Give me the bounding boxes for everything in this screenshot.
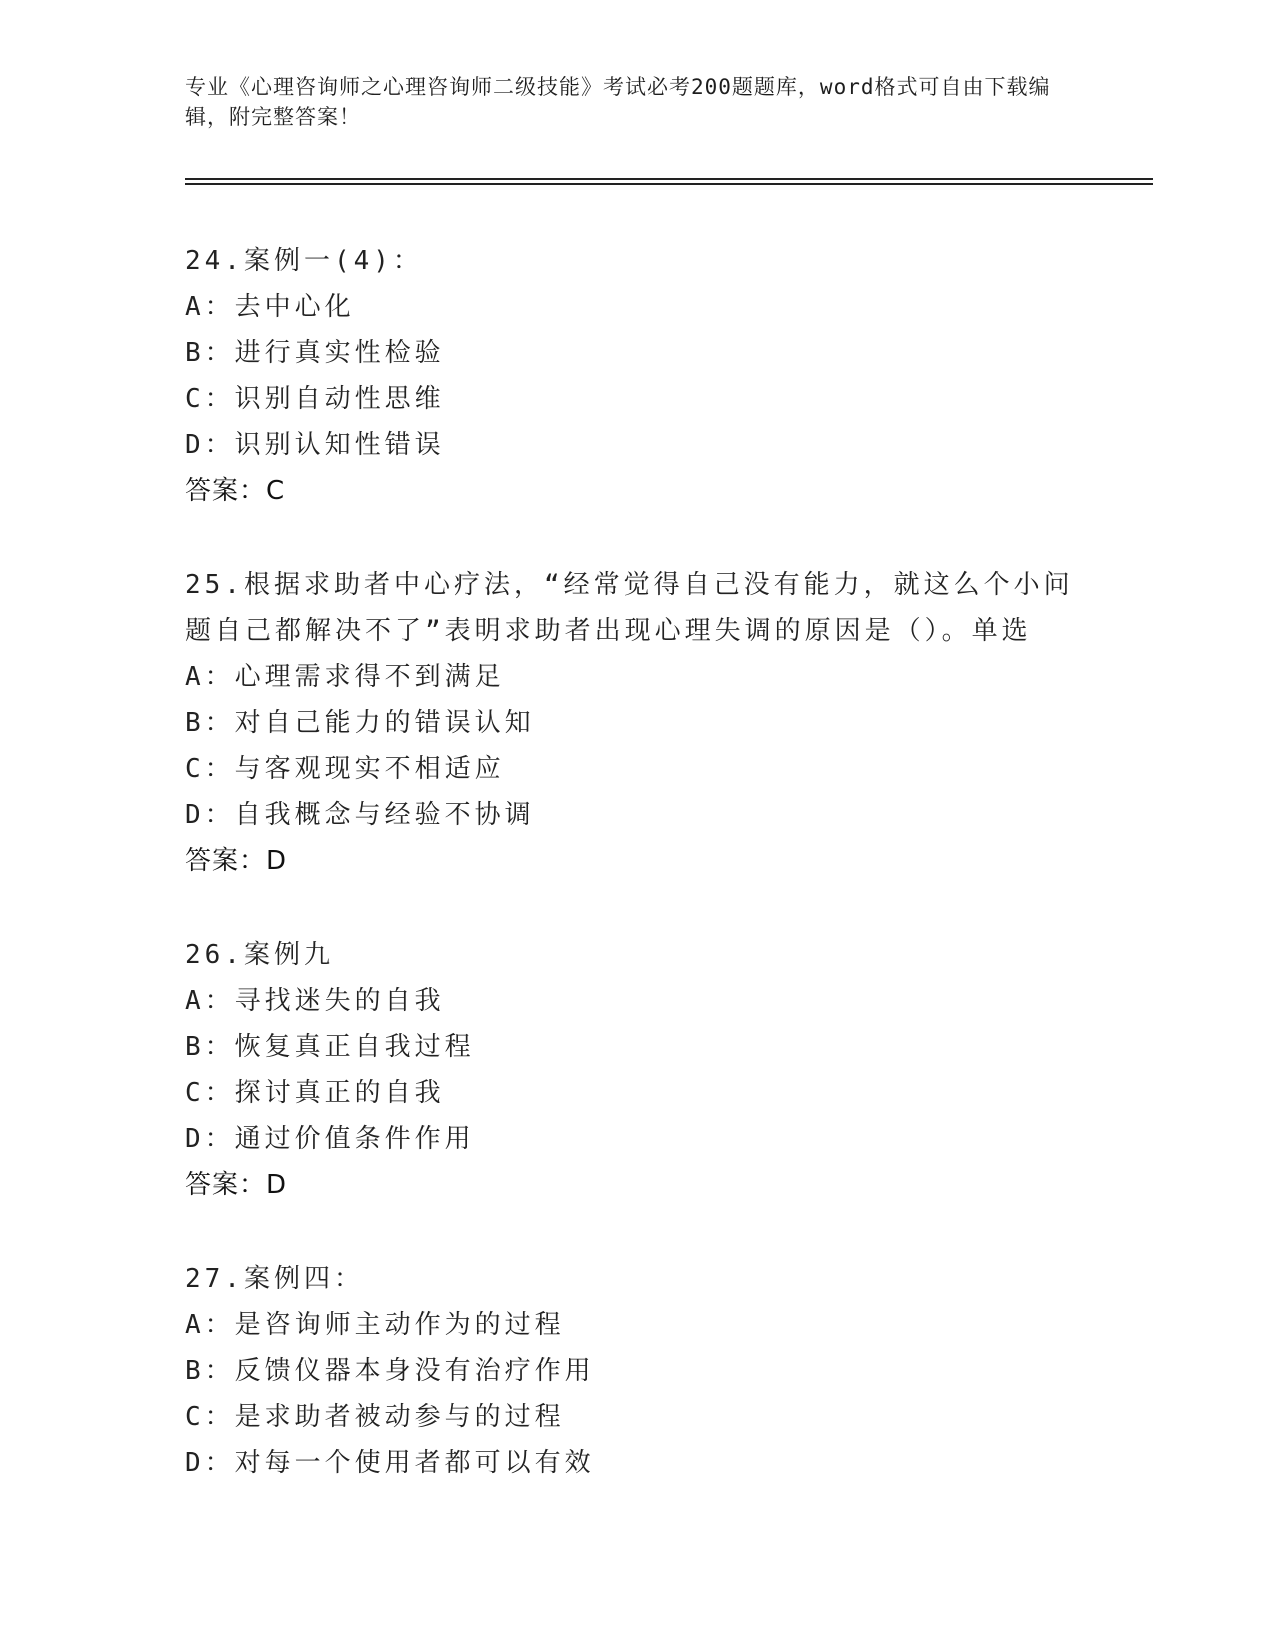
- option-a: A：寻找迷失的自我: [185, 986, 445, 1016]
- answer: 答案：C: [185, 476, 286, 506]
- header-divider-top: [185, 178, 1153, 180]
- option-c: C：识别自动性思维: [185, 384, 445, 414]
- question-title: 25.根据求助者中心疗法，“经常觉得自己没有能力，就这么个小问题自己都解决不了”表明求助者出现心理失调的原因是（）。单选: [185, 570, 1074, 646]
- option-c: C：与客观现实不相适应: [185, 754, 505, 784]
- option-b: B：进行真实性检验: [185, 338, 445, 368]
- option-b: B：对自己能力的错误认知: [185, 708, 535, 738]
- option-d: D：自我概念与经验不协调: [185, 800, 535, 830]
- option-a: A：心理需求得不到满足: [185, 662, 505, 692]
- header-divider-bottom: [185, 183, 1153, 185]
- question-26: [185, 932, 1085, 1208]
- question-27: [185, 1256, 1085, 1486]
- question-25: [185, 562, 1085, 884]
- question-title: 24.案例一(4)：: [185, 246, 423, 276]
- option-d: D：通过价值条件作用: [185, 1124, 475, 1154]
- answer: 答案：D: [185, 1170, 288, 1200]
- question-list: [185, 238, 1085, 1534]
- question-title: 26.案例九: [185, 940, 334, 970]
- option-c: C：是求助者被动参与的过程: [185, 1402, 565, 1432]
- document-header: 专业《心理咨询师之心理咨询师二级技能》考试必考200题题库，word格式可自由下载编辑，附完整答案！: [185, 75, 1051, 129]
- option-d: D：对每一个使用者都可以有效: [185, 1448, 595, 1478]
- question-title: 27.案例四：: [185, 1264, 364, 1294]
- option-a: A：是咨询师主动作为的过程: [185, 1310, 565, 1340]
- option-b: B：恢复真正自我过程: [185, 1032, 475, 1062]
- option-d: D：识别认知性错误: [185, 430, 445, 460]
- option-a: A：去中心化: [185, 292, 355, 322]
- answer: 答案：D: [185, 846, 288, 876]
- option-b: B：反馈仪器本身没有治疗作用: [185, 1356, 595, 1386]
- option-c: C：探讨真正的自我: [185, 1078, 445, 1108]
- question-24: [185, 238, 1085, 514]
